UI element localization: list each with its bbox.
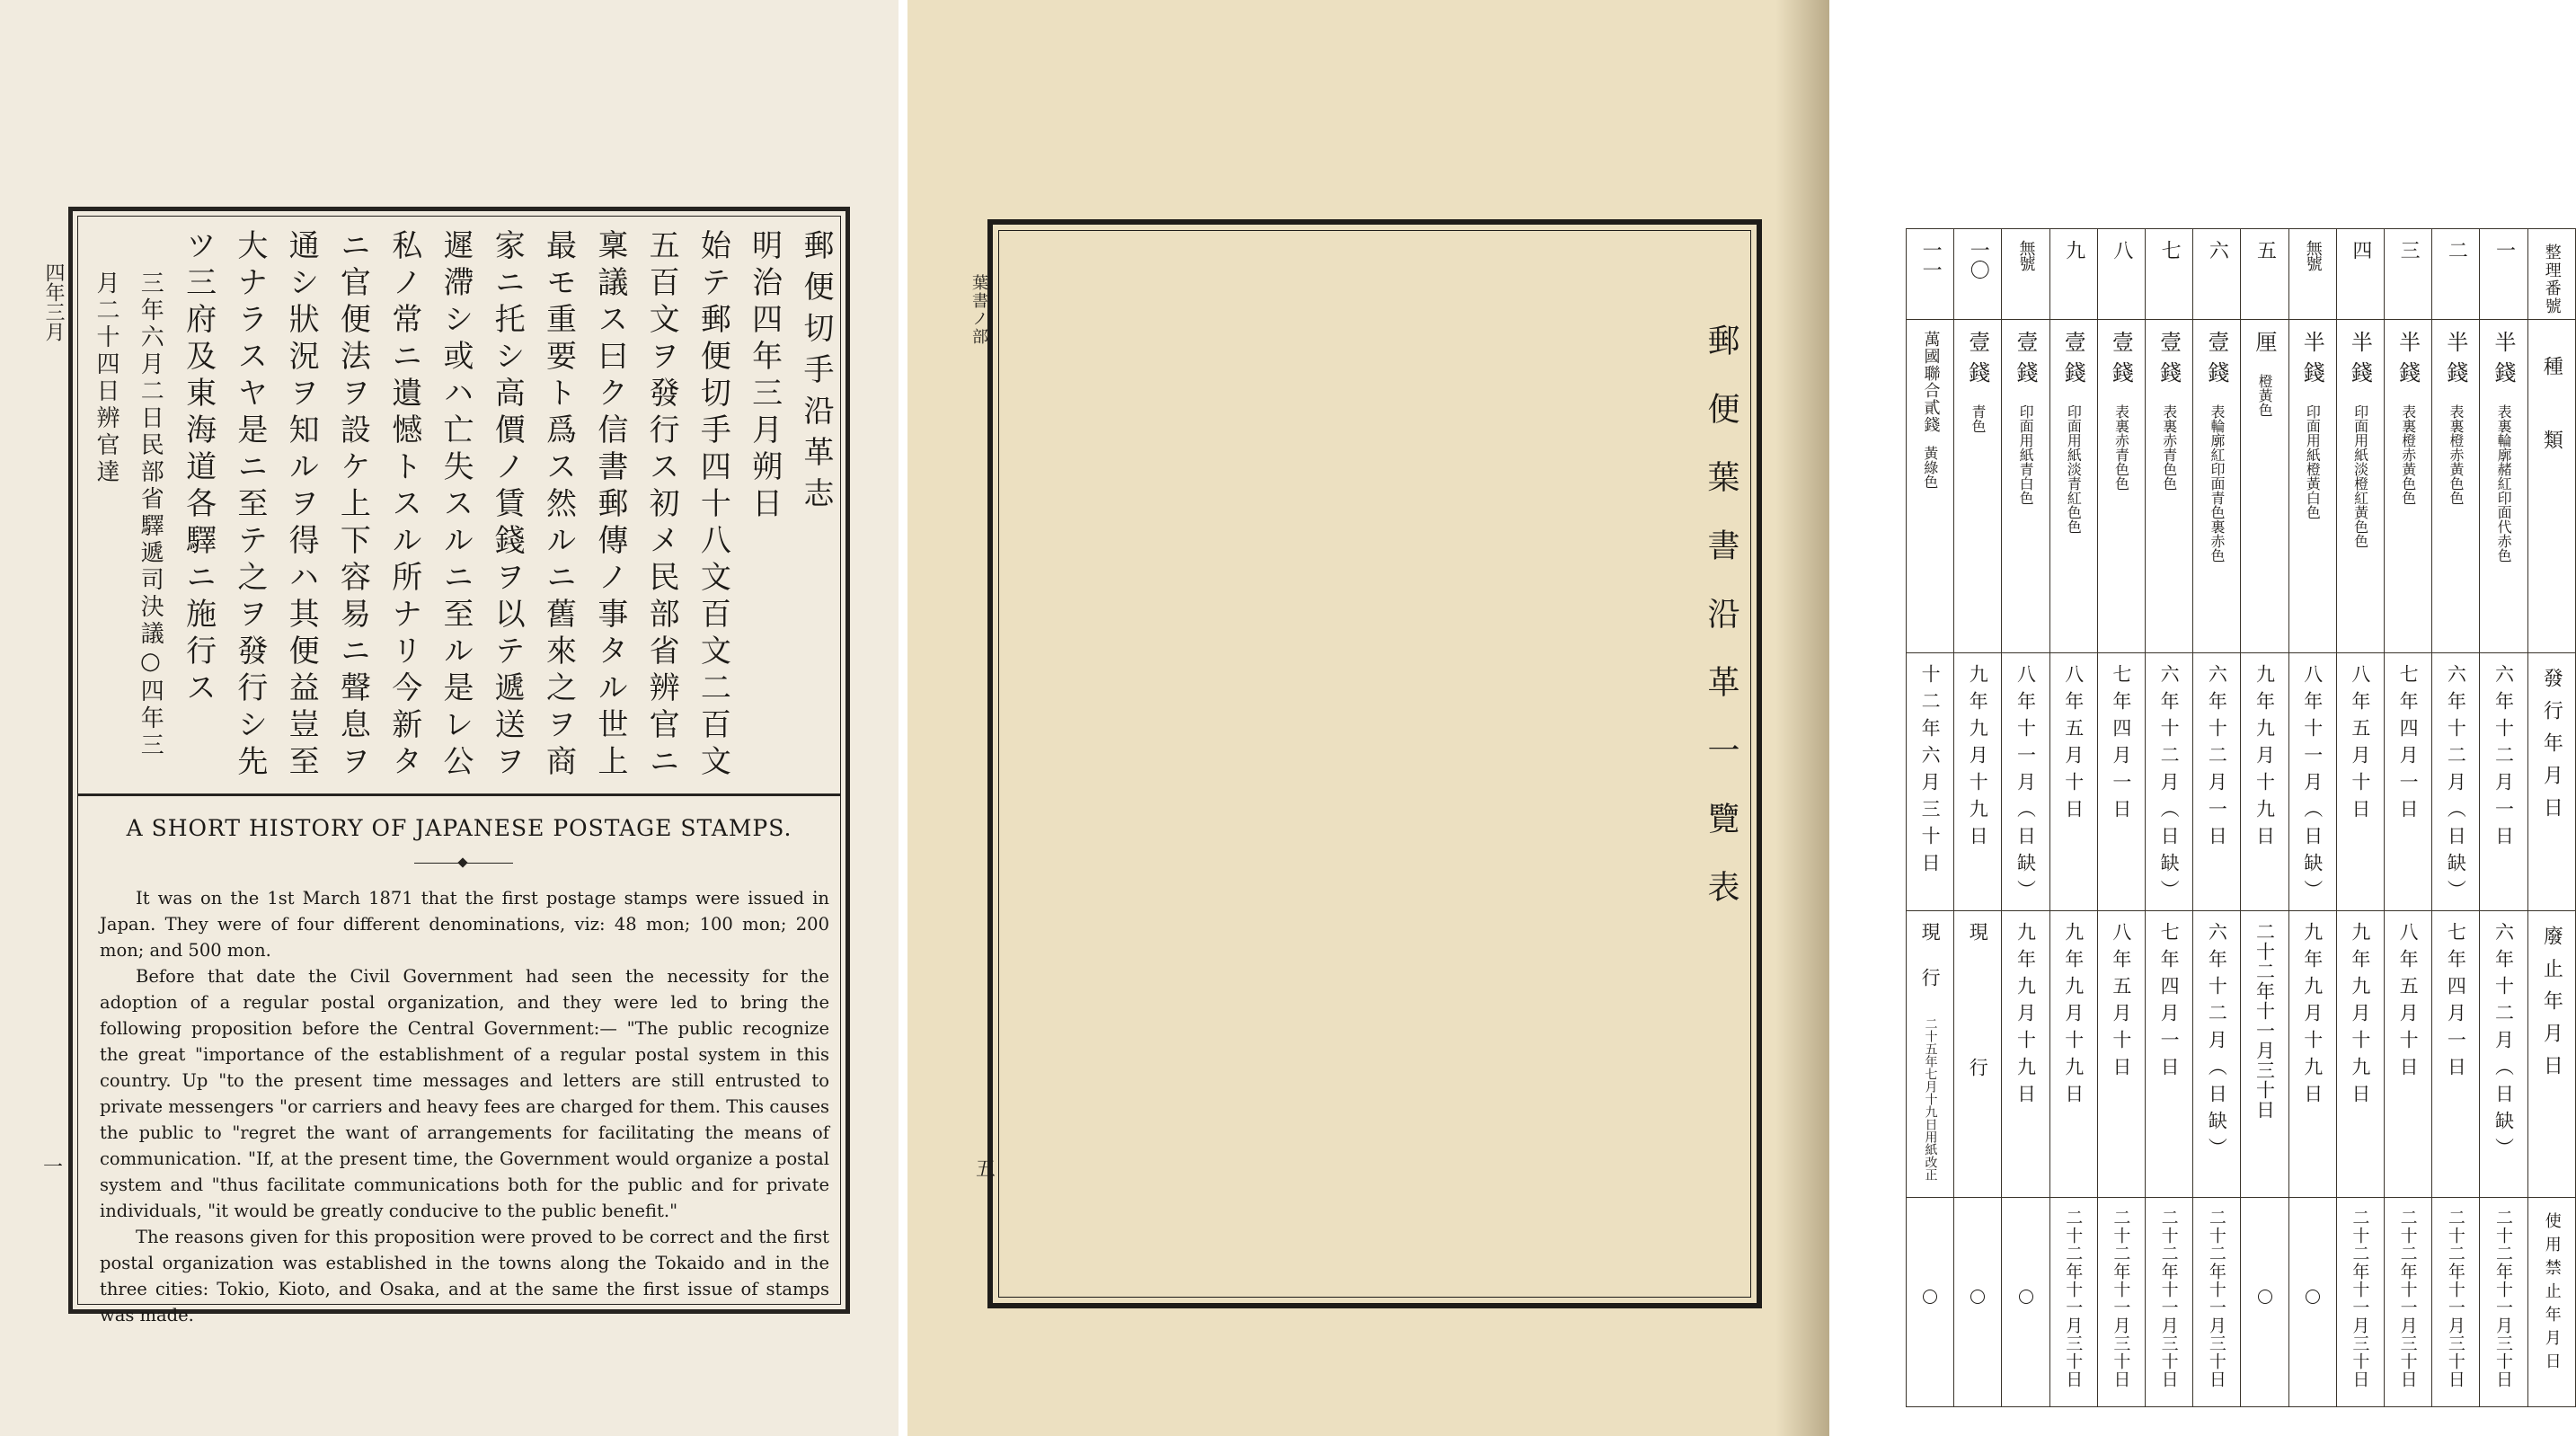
cell-stop-use: 二十二年十一月三十日 [2146,1198,2193,1407]
cell-abolition: 九年九月十九日 [2049,911,2097,1198]
row-number [1907,229,2576,320]
cell-number: 二 [2432,229,2480,320]
japanese-column: ツ三府及東海道各驛ニ施行ス [180,229,217,708]
divider [78,793,840,796]
cell-issue: 六年十二月（日缺） [2432,653,2480,911]
cell-abolition: 九年九月十九日 [2002,911,2049,1198]
ornament-rule [414,863,513,864]
circle-mark [2258,1290,2272,1304]
japanese-column: 稟議ス曰ク信書郵傳ノ事タル世上 [591,229,628,782]
cell-issue: 九年九月十九日 [1954,653,2002,911]
cell-abolition: 八年五月十日 [2385,911,2432,1198]
japanese-note: 三年六月二日民部省驛遞司決議○四年三 [137,270,164,759]
header-kind: 種類 [2527,320,2575,653]
cell-abolition: 九年九月十九日 [2336,911,2384,1198]
cell-stop-use [1954,1198,2002,1407]
circle-mark [1923,1290,1937,1304]
margin-label: 葉書ノ部 [969,274,988,346]
cell-kind: 壹錢 青色 [1954,320,2002,653]
japanese-column: 通シ狀況ヲ知ルヲ得ハ其便益豈至 [283,229,320,782]
english-paragraph: The reasons given for this proposition were proved to be correct and the first postal organization was established in the towns along the Tokaido and in the three cities: Tokio, Kioto, and Osaka, and at the same the first issue of stamps was made. [100,1227,829,1325]
english-paragraph: It was on the 1st March 1871 that the first postage stamps were issued in Japan. They were of four different denominations, viz: 48 mon; 100 mon; 200 mon; and 500 mon. [100,888,829,961]
cell-abolition: 六年十二月（日缺） [2480,911,2527,1198]
japanese-column: 遲滯シ或ハ亡失スルニ至ル是レ公 [437,229,474,782]
japanese-column: 始テ郵便切手四十八文百文二百文 [695,229,731,782]
japanese-column: 私ノ常ニ遺憾トスル所ナリ今新タ [385,229,422,782]
cell-issue: 八年五月十日 [2049,653,2097,911]
cell-issue: 十二年六月三十日 [1907,653,1954,911]
cell-issue: 六年十二月一日 [2193,653,2241,911]
margin-date: 四年三月 [42,262,65,341]
cell-abolition: 八年五月十日 [2097,911,2145,1198]
row-abolition [1907,911,2576,1198]
cell-stop-use [2288,1198,2336,1407]
cell-kind: 半錢 印面用紙橙黃白色 [2288,320,2336,653]
english-body [100,885,829,1328]
cell-kind: 壹錢 印面用紙淡青紅色色 [2049,320,2097,653]
cell-kind: 壹錢 表輪廓紅印面青色裏赤色 [2193,320,2241,653]
page-shadow [1775,0,1829,1436]
page-gutter [899,0,907,1436]
text-frame [68,207,850,1325]
cell-number: 三 [2385,229,2432,320]
cell-abolition: 現行 二十五年七月十九日用紙改正 [1907,911,1954,1198]
cell-kind: 壹錢 印面用紙青白色 [2002,320,2049,653]
cell-issue: 六年十二月一日 [2480,653,2527,911]
cell-number: 四 [2336,229,2384,320]
row-kind [1907,320,2576,653]
cell-issue: 八年五月十日 [2336,653,2384,911]
english-paragraph: Before that date the Civil Government had seen the necessity for the adoption of a regular postal organization, and they were led to bring the following proposition before the Central Government:— "The public recognize the great "importance of the establishment of a regular postal system in this country. Up "to the present time messages and letters are still entrusted to private messengers "or carriers and heavy fees are charged for them. This causes the public to "regret the want of arrangements for facilitating the means of communication. "If, at the present time, the Government would organize a postal system and "thus facilitate communications both for the public and for private individuals, "it would be greatly conducive to the public benefit." [100,966,829,1221]
cell-number: 六 [2193,229,2241,320]
cell-issue: 七年四月一日 [2097,653,2145,911]
postcard-table [1906,228,2576,1407]
cell-kind: 厘 橙黃色 [2241,320,2288,653]
cell-kind: 半錢 表裏橙赤黃色色 [2385,320,2432,653]
cell-issue: 九年九月十九日 [2241,653,2288,911]
cell-kind: 半錢 表裏輪廓赭紅印面代赤色 [2480,320,2527,653]
row-issue [1907,653,2576,911]
cell-stop-use: 二十二年十一月三十日 [2336,1198,2384,1407]
page-number: 五 [976,1158,996,1181]
cell-issue: 七年四月一日 [2385,653,2432,911]
cell-stop-use [1907,1198,1954,1407]
english-title: A SHORT HISTORY OF JAPANESE POSTAGE STAMPS. [126,815,792,841]
cell-stop-use: 二十二年十一月三十日 [2480,1198,2527,1407]
row-stop-use [1907,1198,2576,1407]
cell-number: 九 [2049,229,2097,320]
cell-kind: 半錢 表裏橙赤黃色色 [2432,320,2480,653]
left-page [0,0,899,1436]
cell-number: 無號 [2288,229,2336,320]
right-page [907,0,2563,1436]
japanese-column: ニ官便法ヲ設ケ上下容易ニ聲息ヲ [334,229,371,782]
cell-stop-use: 二十二年十一月三十日 [2097,1198,2145,1407]
japanese-column: 最モ重要ト爲ス然ルニ舊來之ヲ商 [540,229,577,782]
cell-issue: 八年十一月（日缺） [2002,653,2049,911]
cell-issue: 六年十二月（日缺） [2146,653,2193,911]
japanese-column: 家ニ托シ高價ノ賃錢ヲ以テ遞送ヲ [489,229,526,782]
cell-abolition: 二十二年十一月三十日 [2241,911,2288,1198]
japanese-column: 大ナラスヤ是ニ至テ之ヲ發行シ先 [231,229,268,782]
circle-mark [2019,1290,2033,1304]
table-title: 郵便葉書沿革一覽表 [1703,324,1739,938]
cell-stop-use: 二十二年十一月三十日 [2193,1198,2241,1407]
cell-kind: 壹錢 表裏赤青色色 [2146,320,2193,653]
cell-abolition: 九年九月十九日 [2288,911,2336,1198]
cell-number: 八 [2097,229,2145,320]
header-number: 整理番號 [2527,229,2575,320]
cell-number: 七 [2146,229,2193,320]
cell-abolition: 現行 [1954,911,2002,1198]
cell-stop-use: 二十二年十一月三十日 [2385,1198,2432,1407]
cell-stop-use: 二十二年十一月三十日 [2432,1198,2480,1407]
cell-number: 無號 [2002,229,2049,320]
japanese-note: 月二十四日辨官達 [93,270,120,486]
table-frame [987,219,1762,1308]
cell-number: 一一 [1907,229,1954,320]
header-abolition: 廢止年月日 [2527,911,2575,1198]
japanese-text-block [80,229,845,806]
circle-mark [2306,1290,2320,1304]
cell-abolition: 七年四月一日 [2146,911,2193,1198]
cell-kind: 萬國聯合貳錢 黃綠色 [1907,320,1954,653]
cell-stop-use: 二十二年十一月三十日 [2049,1198,2097,1407]
cell-stop-use [2002,1198,2049,1407]
cell-number: 一〇 [1954,229,2002,320]
circle-mark [1970,1290,1985,1304]
japanese-title: 郵便切手沿革志 [797,229,834,519]
cell-issue: 八年十一月（日缺） [2288,653,2336,911]
cell-number: 五 [2241,229,2288,320]
cell-stop-use [2241,1198,2288,1407]
cell-kind: 半錢 印面用紙淡橙紅黃色色 [2336,320,2384,653]
header-issue: 發行年月日 [2527,653,2575,911]
cell-abolition: 六年十二月（日缺） [2193,911,2241,1198]
page-number: 一 [43,1157,64,1179]
cell-abolition: 七年四月一日 [2432,911,2480,1198]
japanese-column: 明治四年三月朔日 [746,229,783,524]
header-stop-use: 使用禁止年月日 [2527,1198,2575,1407]
cell-kind: 壹錢 表裏赤青色色 [2097,320,2145,653]
cell-number: 一 [2480,229,2527,320]
japanese-column: 五百文ヲ發行ス初メ民部省辨官ニ [643,229,680,782]
